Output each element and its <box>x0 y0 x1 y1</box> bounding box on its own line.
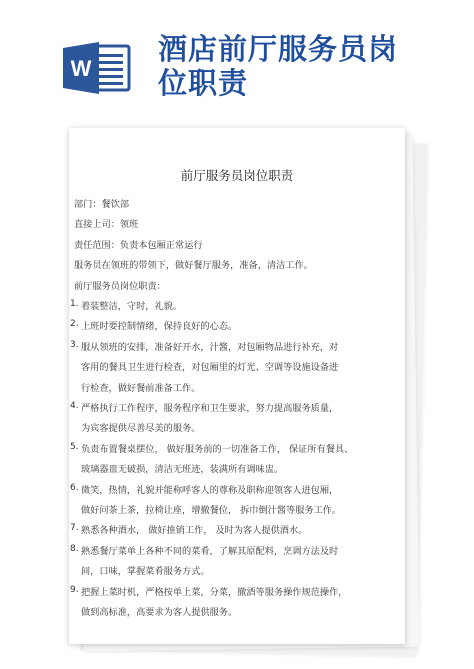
list-item-text: 做好问茶上茶，拉椅让座，增撤餐位， 拆巾倒汁酱等服务工作。 <box>81 505 342 516</box>
document-page <box>69 128 405 644</box>
list-item-text: 做到高标准，高要求为客人提供服务。 <box>81 607 238 618</box>
list-item-number: 7. <box>70 523 79 534</box>
list-item-text: 上班时要控制情绪，保持良好的心态。 <box>81 321 238 333</box>
list-item-text: 服从领班的安排，准备好开水，汁酱，对包厢物品进行补充，对 <box>81 341 339 353</box>
meta-line: 直接上司：领班 <box>74 219 139 231</box>
list-item-number: 6. <box>70 482 79 493</box>
meta-line: 服务员在领班的带领下，做好餐厅服务，准备，清洁工作。 <box>74 260 313 272</box>
word-icon-letter: W <box>70 56 92 81</box>
list-item-text: 着装整洁，守时，礼貌。 <box>81 301 183 312</box>
banner-title-line-2: 位职责 <box>158 66 249 100</box>
list-item-text: 为宾客提供尽善尽美的服务。 <box>81 423 201 435</box>
meta-line: 前厅服务员岗位职责： <box>74 280 166 292</box>
list-item-text: 微笑，热情，礼貌并能称呼客人的尊称及职称迎领客人进包厢， <box>81 484 339 496</box>
list-item-text: 严格执行工作程序，服务程序和卫生要求，努力提高服务质量， <box>81 403 339 414</box>
list-item-text: 负责布置餐桌摆位， 做好服务前的一切准备工作， 保证所有餐具、 <box>81 443 354 455</box>
list-item-number: 5. <box>70 441 79 452</box>
list-item-number: 2. <box>70 319 79 330</box>
list-item-text: 玻璃器皿无破损，清洁无班迹，装满所有调味盅。 <box>81 464 284 476</box>
list-item-text: 间，口味，掌握菜肴服务方式。 <box>81 566 210 578</box>
page-header <box>0 0 474 125</box>
list-item-text: 熟悉餐厅菜单上各种不同的菜肴，了解其原配料，烹调方法及时 <box>81 545 339 557</box>
list-item-text: 客用的餐具卫生进行检查，对包厢里的灯光、空调等设施设备进 <box>81 362 339 374</box>
banner-title-line-1: 酒店前厅服务员岗 <box>158 32 399 66</box>
document-title: 前厅服务员岗位职责 <box>180 168 294 183</box>
list-item-text: 熟悉各种酒水， 做好推销工作， 及时为客人提供酒水。 <box>81 525 308 537</box>
list-item-number: 3. <box>70 339 79 350</box>
list-item-number: 1. <box>70 299 79 309</box>
meta-line: 部门：餐饮部 <box>74 199 130 210</box>
list-item-number: 8. <box>70 543 79 554</box>
list-item-number: 9. <box>70 584 79 595</box>
meta-line: 责任范围：负责本包厢正常运行 <box>74 239 203 251</box>
list-item-text: 行检查，做好餐前准备工作。 <box>81 382 201 394</box>
banner-title <box>158 32 458 100</box>
list-item-text: 把握上菜时机，严格按单上菜，分菜，撤酒等服务操作规范操作， <box>81 586 348 598</box>
word-document-icon <box>61 40 133 96</box>
list-item-number: 4. <box>70 401 79 411</box>
